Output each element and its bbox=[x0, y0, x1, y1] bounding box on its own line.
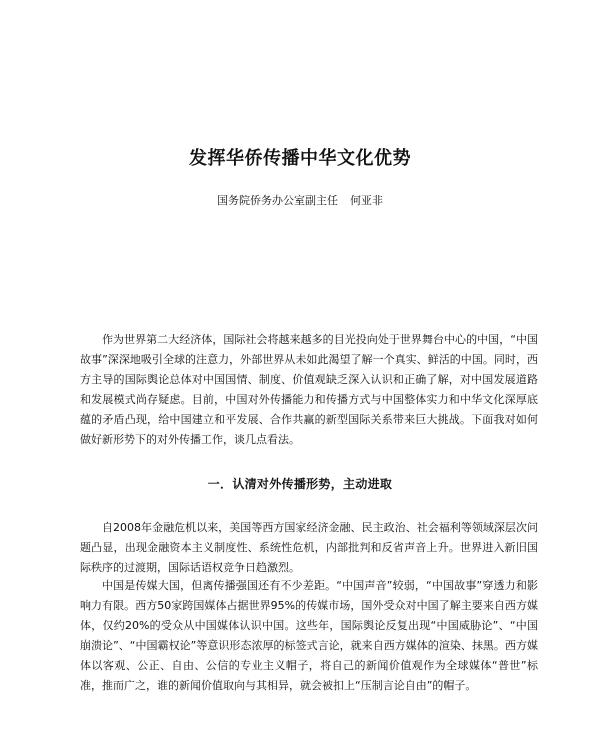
body-paragraph: 中国是传媒大国，但离传播强国还有不少差距。“中国声音”较弱，“中国故事”穿透力和影响力有限。西方50家跨国媒体占据世界95%的传媒市场，国外受众对中国了解主要来自西方媒体，仅约20%的受众从中国媒体认识中国。这些年，国际舆论反复出现“中国威胁论”、“中国崩溃论”、“中国霸权论”等意识形态浓厚的标签式言论，就来自西方媒体的渲染、抹黑。西方媒体以客观、公正、自由、公信的专业主义帽子，将自己的新闻价值观作为全球媒体“普世”标准，推而广之，谁的新闻价值取向与其相异，就会被扣上“压制言论自由”的帽子。 bbox=[80, 579, 538, 692]
author-name: 何亚非 bbox=[350, 194, 383, 207]
document-title: 发挥华侨传播中华文化优势 bbox=[189, 148, 411, 169]
section-heading: 一．认清对外传播形势，主动进取 bbox=[207, 477, 393, 491]
intro-paragraph: 作为世界第二大经济体，国际社会将越来越多的目光投向处于世界舞台中心的中国，“中国故事”深深地吸引全球的注意力，外部世界从未如此渴望了解一个真实、鲜活的中国。同时，西方主导的国际舆论总体对中国国情、制度、价值观缺乏深入认识和正确了解，对中国发展道路和发展模式尚存疑虑。目前，中国对外传播能力和传播方式与中国整体实力和中华文化深厚底蕴的矛盾凸现，给中国建立和平发展、合作共赢的新型国际关系带来巨大挑战。下面我对如何做好新形势下的对外传播工作，谈几点看法。 bbox=[80, 333, 538, 446]
body-paragraph: 自2008年金融危机以来，美国等西方国家经济金融、民主政治、社会福利等领域深层次问题凸显，出现金融资本主义制度性、系统性危机，内部批判和反省声音上升。世界进入新旧国际秩序的过渡期，国际话语权竞争日趋激烈。 bbox=[80, 521, 538, 574]
author-line bbox=[0, 193, 600, 209]
author-role: 国务院侨务办公室副主任 bbox=[217, 194, 338, 207]
